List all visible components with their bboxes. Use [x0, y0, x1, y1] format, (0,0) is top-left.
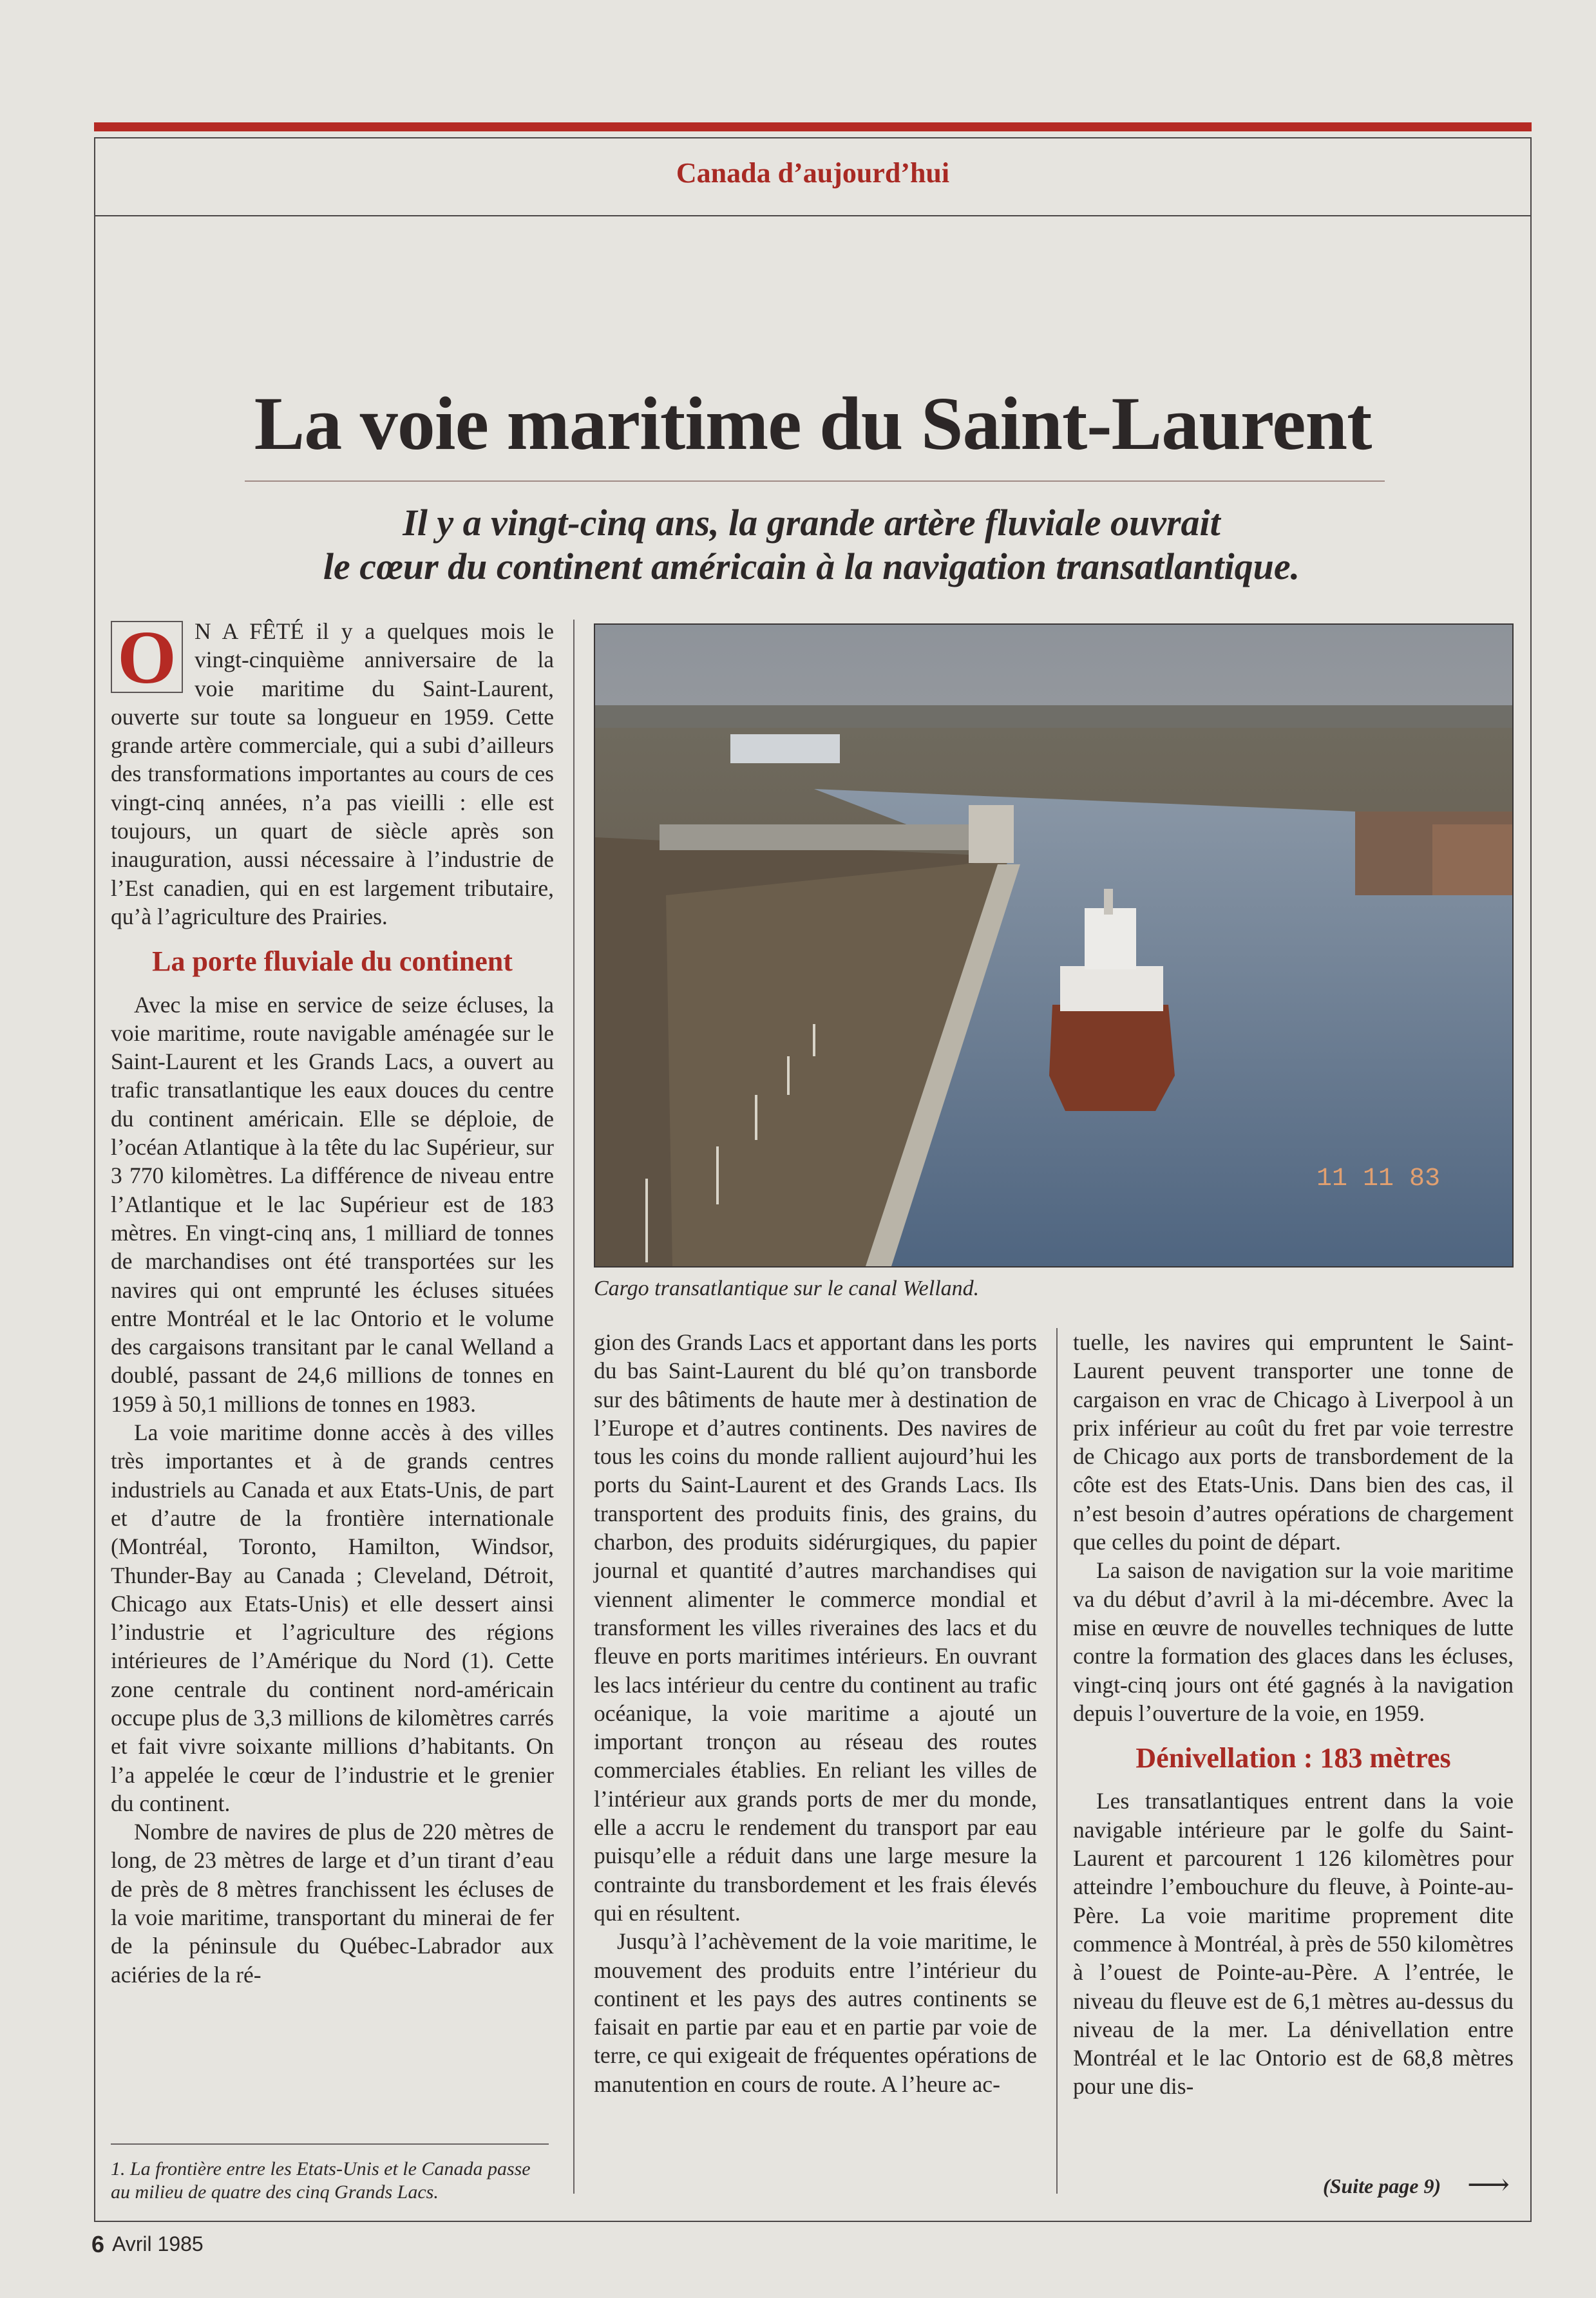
- subtitle-line-2: le cœur du continent américain à la navigation transatlantique.: [323, 546, 1300, 587]
- photo-date-stamp: 11 11 83: [1316, 1164, 1441, 1193]
- footnote: 1. La frontière entre les Etats-Unis et le Canada passe au milieu de quatre des cinq Grands Lacs.: [111, 2158, 531, 2203]
- text-column-3: [1073, 1328, 1514, 2101]
- body-paragraph: La saison de navigation sur la voie maritime va du début d’avril à la mi-décembre. Avec la mise en œuvre de nouvelles techniques de lutte contre la formation des glaces dans les écluses, vingt-cinq jours ont été gagnés à la navigation depuis l’ouverture de la voie, en 1959.: [1073, 1557, 1514, 1726]
- intro-text: N A FÊTÉ il y a quelques mois le vingt-cinquième anniversaire de la voie maritime du Saint-Laurent, ouverte sur toute sa longueur en 1959. Cette grande artère commerciale, qui a subi d’ailleurs des transformations importantes au cours de ces vingt-cinq années, n’a pas vieilli : elle est toujours, un quart de siècle après son inauguration, aussi nécessaire à l’industrie de l’Est canadien, qui en est largement tributaire, qu’à l’agriculture des Prairies.: [111, 618, 554, 929]
- column-divider: [573, 620, 575, 2194]
- canal-ship-illustration: [595, 625, 1512, 1266]
- subtitle-line-1: Il y a vingt-cinq ans, la grande artère fluviale ouvrait: [403, 502, 1221, 544]
- section-heading-1: La porte fluviale du continent: [152, 945, 513, 978]
- continued-note: (Suite page 9): [1323, 2174, 1441, 2198]
- section-heading-2: Dénivellation : 183 mètres: [1135, 1742, 1451, 1774]
- photo-caption: Cargo transatlantique sur le canal Welland.: [594, 1277, 980, 1300]
- intro-paragraph: [111, 617, 554, 931]
- body-paragraph: tuelle, les navires qui empruntent le Saint-Laurent peuvent transporter une tonne de cargaison en vrac de Chicago à Liverpool à un prix inférieur au coût du fret par voie terrestre de Chicago aux ports de transbordement de la côte est des Etats-Unis. Dans bien des cas, il n’est besoin d’autres opérations de chargement que celles du point de départ.: [1073, 1329, 1514, 1555]
- article-photo: [594, 623, 1514, 1268]
- section-kicker: Canada d’aujourd’hui: [676, 157, 950, 189]
- right-arrow-icon: ⟶: [1467, 2168, 1510, 2201]
- page-number: 6: [91, 2231, 105, 2257]
- title-divider: [245, 480, 1385, 482]
- body-paragraph: Nombre de navires de plus de 220 mètres de long, de 23 mètres de large et d’un tirant d’eau de près de 8 mètres franchissent les écluses de la voie maritime, transportant du minerai de fer de la péninsule du Québec-Labrador aux aciéries de la ré-: [111, 1819, 554, 1988]
- body-paragraph: Les transatlantiques entrent dans la voie navigable intérieure par le golfe du Saint-Laurent et parcourent 1 126 kilomètres pour atteindre l’embouchure du fleuve, à Pointe-au-Père. La voie maritime proprement dite commence à Montréal, à près de 550 kilomètres à l’ouest de Pointe-au-Père. A l’entrée, le niveau du fleuve est de 6,1 mètres au-dessus du niveau de la mer. La dénivellation entre Montréal et le lac Ontorio est de 68,8 mètres pour une dis-: [1073, 1788, 1514, 2100]
- top-accent-bar: [94, 122, 1532, 131]
- text-column-2: [594, 1328, 1037, 2098]
- body-paragraph: Avec la mise en service de seize écluses, la voie maritime, route navigable aménagée sur le Saint-Laurent et les Grands Lacs, a ouvert au trafic transatlantique les eaux douces du centre du continent américain. Elle se déploie, de l’océan Atlantique à la tête du lac Supérieur, sur 3 770 kilomètres. La différence de niveau entre l’Atlantique et le lac Supérieur est de 183 mètres. En vingt-cinq ans, 1 milliard de tonnes de marchandises ont été transportées sur les navires qui ont emprunté les écluses situées entre Montréal et le lac Ontorio et le volume des cargaisons transitant par le canal Welland a doublé, passant de 24,6 millions de tonnes en 1959 à 50,1 millions de tonnes en 1983.: [111, 991, 554, 1417]
- footnote-divider: [111, 2143, 549, 2145]
- column-divider: [1056, 1328, 1058, 2194]
- body-paragraph: La voie maritime donne accès à des villes très importantes et à de grands centres industriels au Canada et aux Etats-Unis, de part et d’autre de la frontière internationale (Montréal, Toronto, Hamilton, Windsor, Thunder-Bay au Canada ; Cleveland, Détroit, Chicago aux Etats-Unis) et elle dessert ainsi l’industrie et l’agriculture des régions intérieures de l’Amérique du Nord (1). Cette zone centrale du continent nord-américain occupe plus de 3,3 millions de kilomètres carrés et fait vivre soixante millions d’habitants. On l’a appelée le cœur de l’industrie et le grenier du continent.: [111, 1420, 554, 1816]
- article-subtitle: [167, 501, 1456, 589]
- body-paragraph: Jusqu’à l’achèvement de la voie maritime, le mouvement des produits entre l’intérieur du continent et les pays des autres continents se faisait en partie par eau et en partie par voie de terre, ce qui exigeait de fréquentes opérations de manutention en cours de route. A l’heure ac-: [594, 1928, 1037, 2097]
- text-column-1: [111, 617, 554, 1989]
- article-title: La voie maritime du Saint-Laurent: [254, 381, 1372, 466]
- kicker-divider: [94, 215, 1532, 216]
- body-paragraph: gion des Grands Lacs et apportant dans les ports du bas Saint-Laurent du blé qu’on transborde sur des bâtiments de haute mer à destination de l’Europe et d’autres continents. Des navires de tous les coins du monde rallient aujourd’hui les ports du Saint-Laurent et des Grands Lacs. Ils transportent des produits finis, des grains, du charbon, des produits sidérurgiques, du papier journal et quantité d’autres marchandises qui viennent alimenter le commerce mondial et transforment les villes riveraines des lacs et du fleuve en ports maritimes intérieurs. En ouvrant les lacs intérieur du centre du continent au trafic océanique, la voie maritime a ajouté un important tronçon au réseau des routes commerciales établies. En reliant les villes de l’intérieur aux grands ports de mer du monde, elle a accru le rendement du transport par eau puisqu’elle a réduit dans une large mesure la contrainte du transbordement et les frais élevés qui en résultent.: [594, 1329, 1037, 1926]
- issue-date: Avril 1985: [112, 2232, 204, 2255]
- drop-cap: O: [111, 621, 183, 693]
